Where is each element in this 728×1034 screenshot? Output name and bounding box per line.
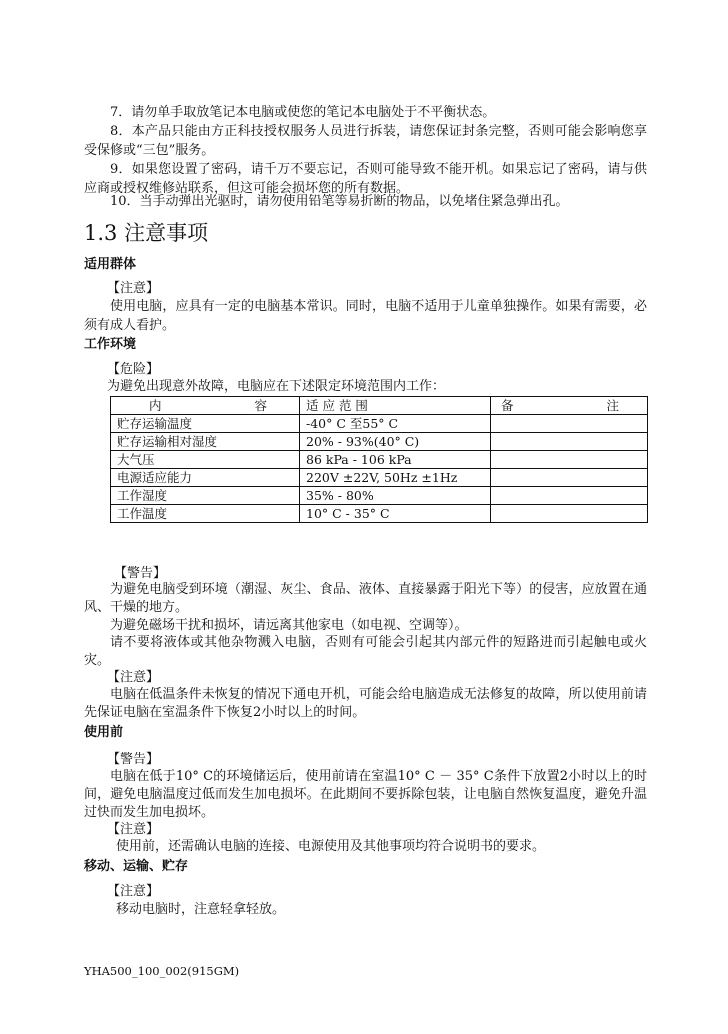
transport-notice-text: 移动电脑时，注意轻拿轻放。 <box>116 902 286 917</box>
before-use-notice-tag: 【注意】 <box>107 822 160 837</box>
note-item-7: 7．请勿单手取放笔记本电脑或使您的笔记本电脑处于不平衡状态。 <box>110 105 496 120</box>
table-row <box>111 469 648 487</box>
table-row <box>111 451 648 469</box>
before-use-warning-text: 电脑在低于10° C的环境储运后，使用前请在室温10° C － 35° C条件下放置2小时以上的时间，避免电脑温度过低而发生加电损坏。在此期间不要拆除包装，让电脑自然恢复温度，避免升温过快而发生加电损坏。 <box>84 769 647 820</box>
table-cell-range: -40° C 至55° C <box>300 415 491 433</box>
table-cell-range: 220V ±22V, 50Hz ±1Hz <box>300 469 491 487</box>
column-header-range: 适 应 范 围 <box>300 397 491 415</box>
table-cell-item: 工作温度 <box>111 505 300 523</box>
environment-warning-1: 为避免电脑受到环境（潮湿、灰尘、食品、液体、直接暴露于阳光下等）的侵害，应放置在通风、干燥的地方。 <box>84 582 647 615</box>
section-title: 1.3 注意事项 <box>84 221 209 245</box>
table-cell-item: 工作湿度 <box>111 487 300 505</box>
column-header-note-a: 备 <box>501 398 514 413</box>
before-use-notice-text: 使用前，还需确认电脑的连接、电源使用及其他事项均符合说明书的要求。 <box>116 839 546 854</box>
environment-notice-tag: 【注意】 <box>107 670 160 685</box>
table-cell-item: 贮存运输相对湿度 <box>111 433 300 451</box>
environment-warning-3: 请不要将液体或其他杂物溅入电脑，否则有可能会引起其内部元件的短路进而引起触电或火灾。 <box>84 635 647 668</box>
audience-notice-tag: 【注意】 <box>107 281 160 296</box>
environment-heading: 工作环境 <box>84 337 137 352</box>
footer-doc-code: YHA500_100_002(915GM) <box>84 964 240 978</box>
audience-heading: 适用群体 <box>84 257 137 272</box>
before-use-heading: 使用前 <box>84 725 124 740</box>
column-header-note <box>491 397 648 415</box>
environment-intro: 为避免出现意外故障，电脑应在下述限定环境范围内工作： <box>107 379 446 394</box>
table-row <box>111 505 648 523</box>
environment-danger-tag: 【危险】 <box>107 362 160 377</box>
table-row <box>111 487 648 505</box>
table-row <box>111 415 648 433</box>
transport-heading: 移动、运输、贮存 <box>84 859 189 874</box>
environment-notice-text: 电脑在低温条件未恢复的情况下通电开机，可能会给电脑造成无法修复的故障，所以使用前请先保证电脑在室温条件下恢复2小时以上的时间。 <box>84 687 647 720</box>
note-item-8: 8．本产品只能由方正科技授权服务人员进行拆装，请您保证封条完整，否则可能会影响您享受保修或“三包”服务。 <box>84 124 647 158</box>
table-cell-note <box>491 415 648 433</box>
column-header-content-a: 内 <box>149 398 162 413</box>
column-header-content <box>111 397 300 415</box>
column-header-content-b: 容 <box>254 398 267 413</box>
table-cell-range: 35% - 80% <box>300 487 491 505</box>
table-cell-note <box>491 451 648 469</box>
before-use-warning-tag: 【警告】 <box>107 752 160 767</box>
environment-warning-tag: 【警告】 <box>114 566 167 581</box>
environment-warning-2: 为避免磁场干扰和损坏，请远离其他家电（如电视、空调等）。 <box>110 618 468 633</box>
table-cell-note <box>491 433 648 451</box>
table-cell-item: 电源适应能力 <box>111 469 300 487</box>
table-cell-range: 20% - 93%(40° C) <box>300 433 491 451</box>
table-cell-range: 10° C - 35° C <box>300 505 491 523</box>
table-cell-item: 贮存运输温度 <box>111 415 300 433</box>
audience-text: 使用电脑，应具有一定的电脑基本常识。同时，电脑不适用于儿童单独操作。如果有需要，必须有成人看护。 <box>84 299 647 333</box>
table-cell-item: 大气压 <box>111 451 300 469</box>
table-cell-note <box>491 505 648 523</box>
note-item-9: 9．如果您设置了密码，请千万不要忘记，否则可能导致不能开机。如果忘记了密码，请与供应商或授权维修站联系，但这可能会损坏您的所有数据。 <box>84 162 647 196</box>
column-header-note-b: 注 <box>606 398 619 413</box>
table-row <box>111 433 648 451</box>
environment-table <box>110 396 648 523</box>
table-header-row <box>111 397 648 415</box>
table-cell-range: 86 kPa - 106 kPa <box>300 451 491 469</box>
table-cell-note <box>491 487 648 505</box>
table-cell-note <box>491 469 648 487</box>
transport-notice-tag: 【注意】 <box>107 884 160 899</box>
note-item-10: 10．当手动弹出光驱时，请勿使用铅笔等易折断的物品，以免堵住紧急弹出孔。 <box>110 194 569 209</box>
